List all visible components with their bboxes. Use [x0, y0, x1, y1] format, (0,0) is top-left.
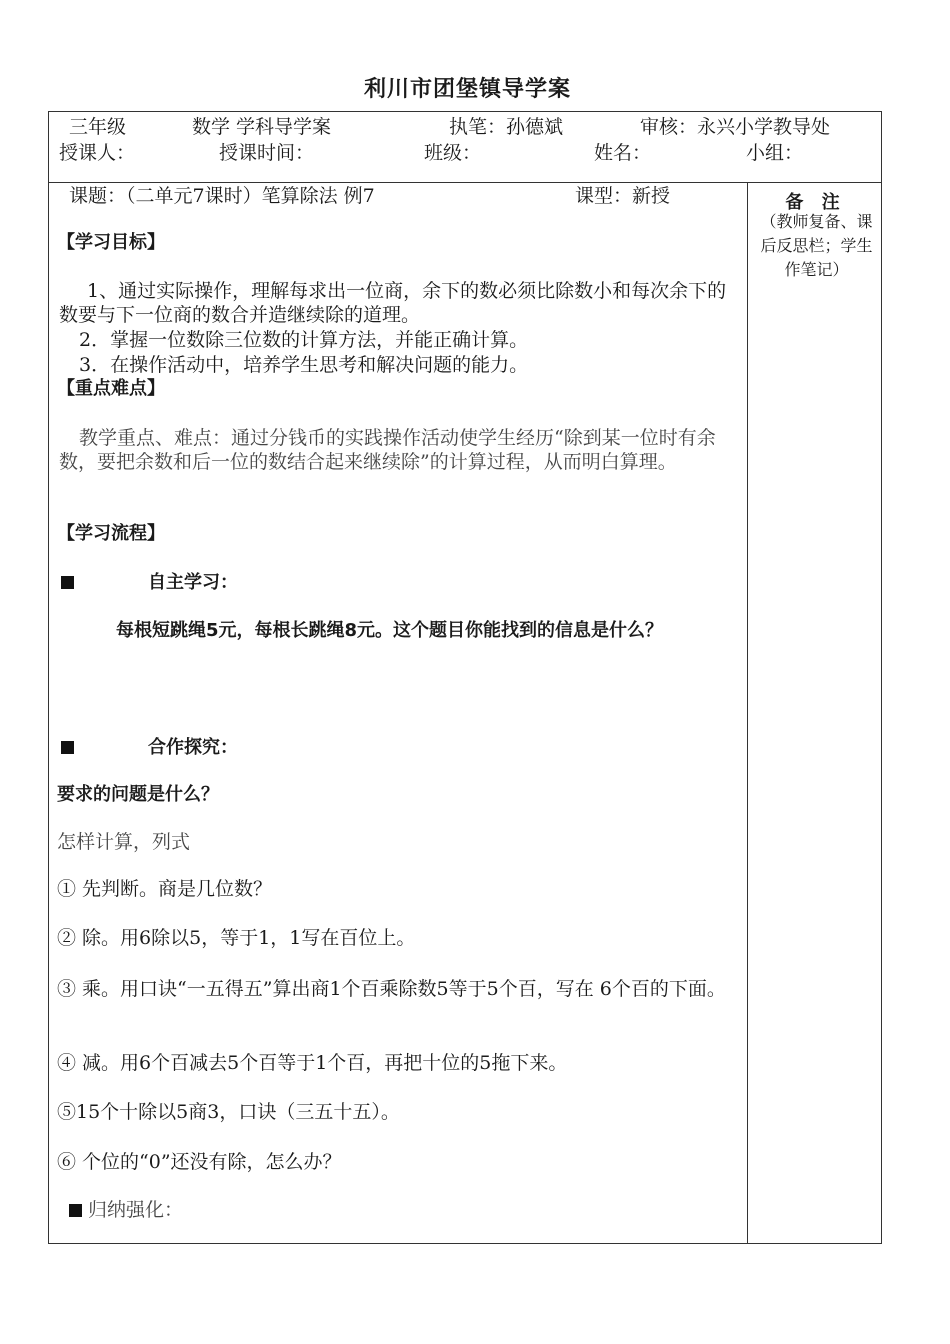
question-text: 要求的问题是什么？: [57, 784, 219, 805]
group-field: 小组：: [746, 142, 804, 164]
summary-section: [69, 1199, 183, 1221]
how-text: 怎样计算，列式: [57, 831, 191, 853]
author-label: 执笔：孙德斌: [449, 116, 564, 138]
grade-label: 三年级: [69, 116, 127, 138]
goal-item-2: 2．掌握一位数除三位数的计算方法，并能正确计算。: [79, 329, 529, 351]
name-field: 姓名：: [594, 142, 652, 164]
step-1: ① 先判断。商是几位数？: [57, 878, 273, 900]
step-5: ⑤15个十除以5商3，口诀（三五十五）。: [57, 1101, 400, 1123]
step-4: ④ 减。用6个百减去5个百等于1个百，再把十位的5拖下来。: [57, 1052, 568, 1074]
process-heading: 【学习流程】: [57, 523, 165, 544]
lesson-type: 课型：新授: [575, 185, 671, 207]
subject-label: 数学 学科导学案: [192, 116, 332, 138]
step-2: ② 除。用6除以5，等于1，1写在百位上。: [57, 927, 416, 949]
remarks-title: 备 注: [785, 192, 846, 213]
lesson-topic: 课题：（二单元7课时）笔算除法 例7: [69, 185, 375, 207]
lesson-plan-table: [48, 111, 882, 1244]
square-bullet-icon: [61, 741, 74, 754]
teacher-field: 授课人：: [59, 142, 136, 164]
summary-heading: 归纳强化：: [88, 1199, 184, 1221]
square-bullet-icon: [61, 576, 74, 589]
square-bullet-icon: [69, 1204, 82, 1217]
key-points-text: 教学重点、难点：通过分钱币的实践操作活动使学生经历“除到某一位时有余数，要把余数和后一位的数结合起来继续除”的计算过程，从而明白算理。: [59, 427, 716, 473]
step-6: ⑥ 个位的“0”还没有除，怎么办？: [57, 1151, 342, 1173]
goals-heading: 【学习目标】: [57, 232, 165, 253]
problem-text: 每根短跳绳5元，每根长跳绳8元。这个题目你能找到的信息是什么？: [116, 620, 664, 641]
key-points-heading: 【重点难点】: [57, 378, 165, 399]
cooperate-section: [61, 736, 238, 759]
time-field: 授课时间：: [219, 142, 315, 164]
self-study-heading: 自主学习：: [148, 572, 239, 593]
self-study-section: [61, 571, 238, 594]
class-field: 班级：: [424, 142, 482, 164]
page-title: 利川市团堡镇导学案: [363, 77, 571, 102]
step-3: ③ 乘。用口诀“一五得五”算出商1个百乘除数5等于5个百，写在 6个百的下面。: [57, 978, 726, 1000]
remarks-column-divider: [747, 182, 748, 1243]
remarks-note: （教师复备、课后反思栏；学生作笔记）: [760, 212, 873, 279]
goal-item-1: 1、通过实际操作，理解每求出一位商，余下的数必须比除数小和每次余下的数要与下一位商的数合并造继续除的道理。: [59, 280, 727, 326]
reviewer-label: 审核：永兴小学教导处: [640, 116, 831, 138]
cooperate-heading: 合作探究：: [148, 737, 239, 758]
goal-item-3: 3．在操作活动中，培养学生思考和解决问题的能力。: [79, 354, 529, 376]
header-divider: [49, 182, 881, 183]
